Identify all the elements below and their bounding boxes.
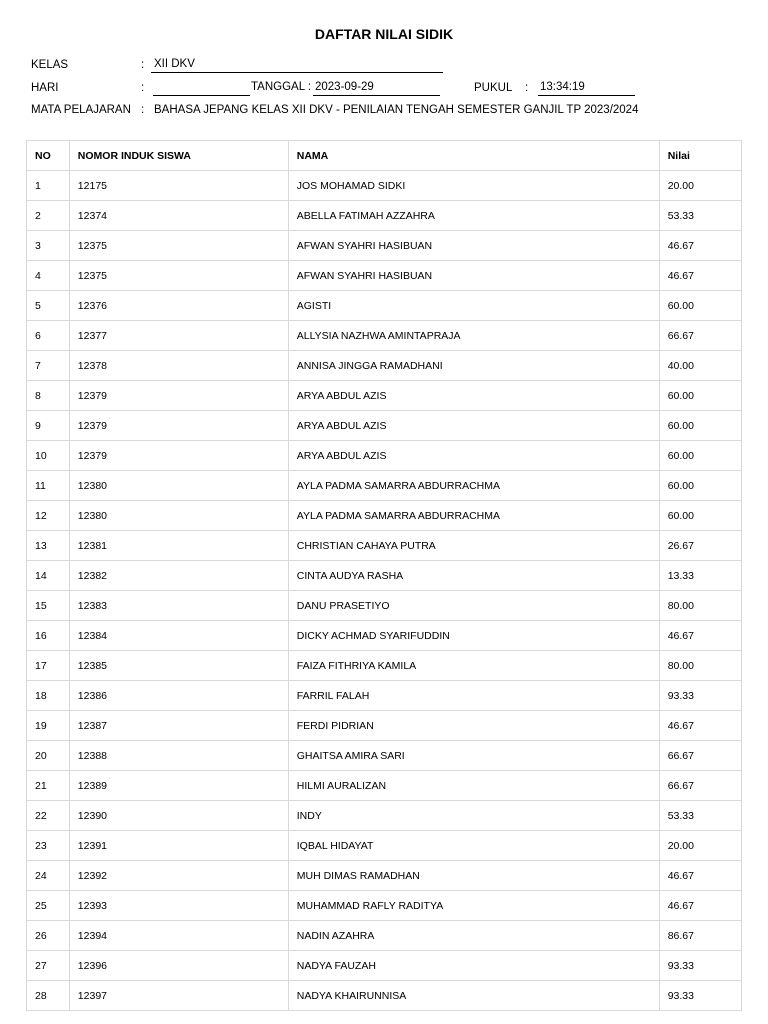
cell-nomor-induk: 12389 [69,771,288,801]
cell-nilai: 60.00 [659,471,741,501]
table-row [27,501,742,531]
cell-nomor-induk: 12382 [69,561,288,591]
table-row [27,291,742,321]
table-row [27,981,742,1011]
pukul-label: PUKUL [474,82,513,94]
cell-nama: IQBAL HIDAYAT [288,831,659,861]
cell-nomor-induk: 12376 [69,291,288,321]
table-row [27,261,742,291]
cell-nilai: 60.00 [659,501,741,531]
header-nama: NAMA [288,141,659,171]
table-row [27,201,742,231]
mata-pelajaran-label: MATA PELAJARAN [31,104,131,116]
cell-nilai: 46.67 [659,231,741,261]
cell-no: 28 [27,981,70,1011]
hari-underline [153,95,250,96]
cell-nama: DANU PRASETIYO [288,591,659,621]
cell-nomor-induk: 12385 [69,651,288,681]
cell-nama: AFWAN SYAHRI HASIBUAN [288,231,659,261]
pukul-underline [538,95,635,96]
cell-nilai: 13.33 [659,561,741,591]
cell-nomor-induk: 12379 [69,411,288,441]
cell-nama: ARYA ABDUL AZIS [288,381,659,411]
cell-nomor-induk: 12392 [69,861,288,891]
kelas-underline [151,72,443,73]
cell-nama: DICKY ACHMAD SYARIFUDDIN [288,621,659,651]
cell-no: 27 [27,951,70,981]
cell-no: 9 [27,411,70,441]
cell-nilai: 46.67 [659,621,741,651]
cell-nilai: 46.67 [659,261,741,291]
cell-nomor-induk: 12387 [69,711,288,741]
table-row [27,321,742,351]
cell-nama: ARYA ABDUL AZIS [288,441,659,471]
cell-nomor-induk: 12378 [69,351,288,381]
cell-nomor-induk: 12388 [69,741,288,771]
pukul-value: 13:34:19 [540,81,585,93]
cell-nilai: 66.67 [659,741,741,771]
cell-nilai: 93.33 [659,681,741,711]
table-row [27,921,742,951]
cell-nama: GHAITSA AMIRA SARI [288,741,659,771]
grades-table [26,140,742,1011]
cell-nama: HILMI AURALIZAN [288,771,659,801]
cell-nama: INDY [288,801,659,831]
table-row [27,861,742,891]
cell-nilai: 53.33 [659,801,741,831]
cell-nomor-induk: 12379 [69,441,288,471]
cell-nama: FAIZA FITHRIYA KAMILA [288,651,659,681]
table-row [27,831,742,861]
kelas-value: XII DKV [154,58,195,70]
cell-nilai: 60.00 [659,441,741,471]
header-nilai: Nilai [659,141,741,171]
header-no: NO [27,141,70,171]
cell-nama: JOS MOHAMAD SIDKI [288,171,659,201]
cell-no: 8 [27,381,70,411]
cell-no: 23 [27,831,70,861]
cell-nama: AYLA PADMA SAMARRA ABDURRACHMA [288,471,659,501]
table-row [27,531,742,561]
cell-no: 25 [27,891,70,921]
cell-nama: AGISTI [288,291,659,321]
cell-nomor-induk: 12391 [69,831,288,861]
cell-nilai: 46.67 [659,711,741,741]
table-row [27,711,742,741]
table-row [27,891,742,921]
cell-nilai: 80.00 [659,651,741,681]
cell-nama: FERDI PIDRIAN [288,711,659,741]
table-row [27,351,742,381]
hari-label: HARI [31,82,59,94]
cell-nilai: 60.00 [659,411,741,441]
table-row [27,411,742,441]
table-body [27,171,742,1011]
cell-nama: MUHAMMAD RAFLY RADITYA [288,891,659,921]
cell-nama: CHRISTIAN CAHAYA PUTRA [288,531,659,561]
table-row [27,681,742,711]
cell-nomor-induk: 12384 [69,621,288,651]
cell-nilai: 20.00 [659,831,741,861]
cell-nama: NADIN AZAHRA [288,921,659,951]
cell-nilai: 60.00 [659,381,741,411]
table-row [27,381,742,411]
kelas-label: KELAS [31,59,69,71]
cell-nilai: 40.00 [659,351,741,381]
pukul-colon: : [525,82,529,94]
cell-no: 2 [27,201,70,231]
mata-pelajaran-colon: : [141,104,145,116]
cell-no: 21 [27,771,70,801]
table-row [27,171,742,201]
tanggal-label: TANGGAL : [251,81,312,93]
cell-no: 11 [27,471,70,501]
cell-nama: NADYA KHAIRUNNISA [288,981,659,1011]
table-header-row [27,141,742,171]
cell-nama: NADYA FAUZAH [288,951,659,981]
cell-nomor-induk: 12380 [69,471,288,501]
cell-nomor-induk: 12375 [69,261,288,291]
tanggal-underline [313,95,440,96]
cell-no: 26 [27,921,70,951]
table-row [27,621,742,651]
cell-no: 6 [27,321,70,351]
cell-nilai: 93.33 [659,981,741,1011]
table-row [27,951,742,981]
cell-nomor-induk: 12175 [69,171,288,201]
cell-no: 3 [27,231,70,261]
cell-nomor-induk: 12393 [69,891,288,921]
cell-no: 24 [27,861,70,891]
cell-nama: ALLYSIA NAZHWA AMINTAPRAJA [288,321,659,351]
cell-nomor-induk: 12381 [69,531,288,561]
table-row [27,591,742,621]
cell-nomor-induk: 12394 [69,921,288,951]
table-row [27,771,742,801]
cell-no: 1 [27,171,70,201]
cell-nilai: 66.67 [659,771,741,801]
table-row [27,741,742,771]
mata-pelajaran-value: BAHASA JEPANG KELAS XII DKV - PENILAIAN TENGAH SEMESTER GANJIL TP 2023/2024 [154,104,639,116]
cell-nomor-induk: 12396 [69,951,288,981]
cell-no: 4 [27,261,70,291]
cell-no: 14 [27,561,70,591]
cell-nama: CINTA AUDYA RASHA [288,561,659,591]
cell-no: 19 [27,711,70,741]
cell-no: 22 [27,801,70,831]
table-row [27,561,742,591]
cell-nama: ARYA ABDUL AZIS [288,411,659,441]
cell-nilai: 46.67 [659,891,741,921]
cell-nomor-induk: 12380 [69,501,288,531]
cell-nama: ANNISA JINGGA RAMADHANI [288,351,659,381]
table-row [27,471,742,501]
cell-no: 15 [27,591,70,621]
cell-no: 13 [27,531,70,561]
cell-no: 12 [27,501,70,531]
cell-nomor-induk: 12379 [69,381,288,411]
cell-nomor-induk: 12397 [69,981,288,1011]
cell-nama: FARRIL FALAH [288,681,659,711]
kelas-colon: : [141,59,145,71]
header-nomor-induk: NOMOR INDUK SISWA [69,141,288,171]
cell-nama: AFWAN SYAHRI HASIBUAN [288,261,659,291]
cell-no: 7 [27,351,70,381]
table-row [27,231,742,261]
cell-nilai: 60.00 [659,291,741,321]
table-row [27,651,742,681]
cell-no: 18 [27,681,70,711]
table-row [27,441,742,471]
cell-nama: MUH DIMAS RAMADHAN [288,861,659,891]
cell-nama: ABELLA FATIMAH AZZAHRA [288,201,659,231]
cell-nilai: 93.33 [659,951,741,981]
cell-nomor-induk: 12386 [69,681,288,711]
cell-nomor-induk: 12375 [69,231,288,261]
cell-no: 20 [27,741,70,771]
tanggal-value: 2023-09-29 [315,81,374,93]
cell-nama: AYLA PADMA SAMARRA ABDURRACHMA [288,501,659,531]
table-row [27,801,742,831]
cell-nilai: 66.67 [659,321,741,351]
document-title: DAFTAR NILAI SIDIK [314,26,454,42]
cell-nilai: 80.00 [659,591,741,621]
cell-nilai: 86.67 [659,921,741,951]
cell-nomor-induk: 12390 [69,801,288,831]
cell-no: 5 [27,291,70,321]
cell-nilai: 46.67 [659,861,741,891]
cell-nilai: 53.33 [659,201,741,231]
cell-no: 10 [27,441,70,471]
cell-nomor-induk: 12377 [69,321,288,351]
cell-nilai: 26.67 [659,531,741,561]
cell-no: 16 [27,621,70,651]
hari-colon: : [141,82,145,94]
cell-nomor-induk: 12374 [69,201,288,231]
cell-nomor-induk: 12383 [69,591,288,621]
cell-nilai: 20.00 [659,171,741,201]
cell-no: 17 [27,651,70,681]
